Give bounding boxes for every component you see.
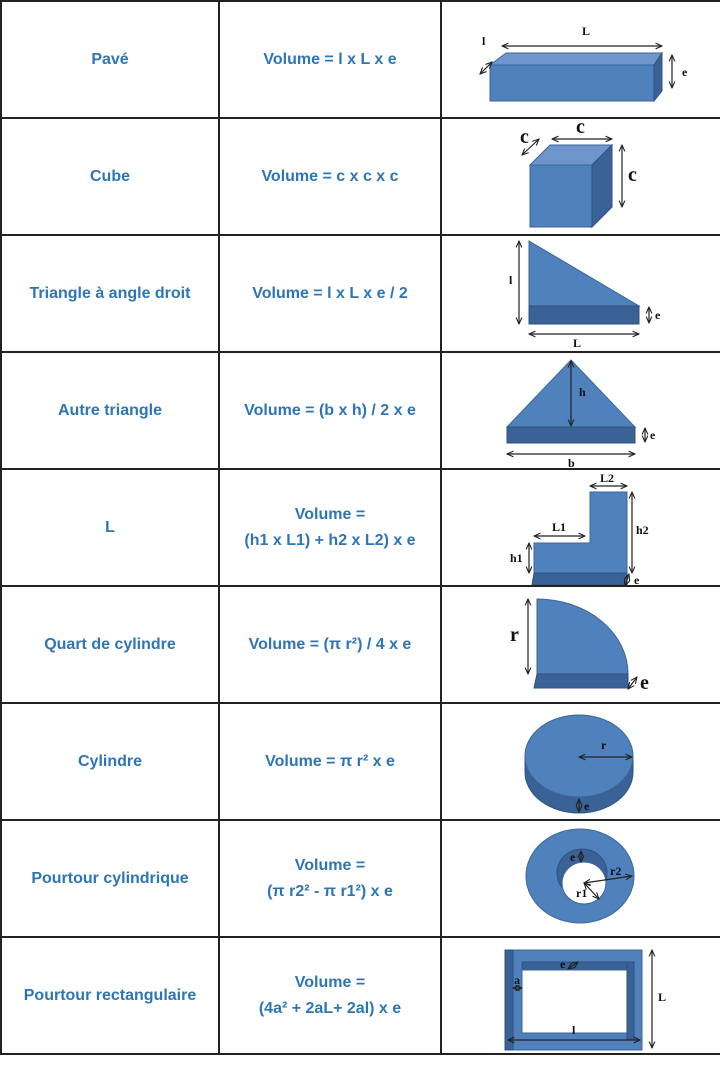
shape-name: Cylindre [1, 703, 219, 820]
formula-line: Volume = l x L x e / 2 [252, 284, 408, 302]
right-triangle-diagram [442, 236, 720, 351]
shape-diagram [441, 586, 720, 703]
formula-line: Volume = l x L x e [263, 50, 397, 68]
table-row [1, 703, 720, 820]
dimension-label: e [640, 672, 649, 694]
shape-face [537, 599, 628, 674]
shape-name: Triangle à angle droit [1, 235, 219, 352]
dimension-label: L [658, 990, 667, 1004]
cylindrical-ring-diagram [442, 821, 720, 936]
dimension-label: e [570, 850, 576, 864]
dimension-label: L1 [552, 520, 567, 534]
l-shape-diagram [442, 470, 720, 585]
formula-line: Volume = (b x h) / 2 x e [244, 401, 416, 419]
shape-diagram [441, 703, 720, 820]
formula [219, 703, 441, 820]
dimension-label: l [572, 1023, 576, 1037]
shape-name: L [1, 469, 219, 586]
shape-face [490, 53, 662, 65]
dimension-label: h [579, 385, 586, 399]
formula [219, 469, 441, 586]
formula-line: Volume = [294, 505, 366, 523]
formula-line: Volume = [294, 856, 366, 874]
shape-face [490, 65, 654, 101]
shape-face [529, 241, 639, 306]
dimension-label: h2 [636, 523, 649, 537]
shape-name: Quart de cylindre [1, 586, 219, 703]
formula [219, 235, 441, 352]
cylinder-diagram [442, 704, 720, 819]
dimension-label: L [582, 24, 591, 38]
table-row [1, 235, 720, 352]
formula [219, 820, 441, 937]
shape-face [507, 427, 635, 443]
table-row [1, 586, 720, 703]
shape-diagram [441, 820, 720, 937]
triangle-diagram [442, 353, 720, 468]
table-row [1, 469, 720, 586]
formula-line: Volume = [294, 973, 366, 991]
table-row [1, 937, 720, 1054]
shape-name: Pavé [1, 1, 219, 118]
dimension-label: L2 [600, 471, 615, 485]
formula-line: (π r2² - π r1²) x e [267, 882, 393, 900]
table-row [1, 352, 720, 469]
rectangular-ring-diagram [442, 938, 720, 1053]
dimension-label: l [482, 34, 486, 48]
dimension-label: r2 [610, 864, 622, 878]
shape-face [525, 715, 633, 797]
formula-line: Volume = c x c x c [261, 167, 399, 185]
shape-face [505, 950, 513, 1050]
dimension-label: c [576, 119, 585, 138]
shape-face [529, 306, 639, 324]
formula [219, 937, 441, 1054]
shape-name: Autre triangle [1, 352, 219, 469]
table-row [1, 118, 720, 235]
pave-diagram [442, 2, 720, 117]
formula-line: (h1 x L1) + h2 x L2) x e [244, 531, 416, 549]
shape-face [522, 962, 627, 970]
shape-diagram [441, 118, 720, 235]
dimension-label: e [682, 65, 688, 79]
dimension-label: e [560, 957, 566, 971]
shape-face [534, 492, 627, 573]
dimension-label: e [655, 308, 661, 322]
dimension-label: b [568, 456, 575, 468]
shape-diagram [441, 1, 720, 118]
formula-line: Volume = (π r²) / 4 x e [248, 635, 412, 653]
dimension-label: h1 [510, 551, 523, 565]
dimension-label: c [520, 126, 529, 148]
dimension-label: L [573, 336, 582, 350]
shape-face [532, 573, 627, 585]
shape-diagram [441, 469, 720, 586]
dimension-label: r [601, 738, 607, 752]
shape-name: Cube [1, 118, 219, 235]
table-row [1, 820, 720, 937]
dimension-label: c [628, 164, 637, 186]
formula [219, 118, 441, 235]
quarter-cylinder-diagram [442, 587, 720, 702]
dimension-label: r [510, 624, 519, 646]
shape-name: Pourtour rectangulaire [1, 937, 219, 1054]
dimension-label: l [509, 273, 513, 287]
dimension-label: e [584, 799, 590, 813]
cube-diagram [442, 119, 720, 234]
shape-diagram [441, 352, 720, 469]
shape-face [530, 165, 592, 227]
shape-face [627, 962, 634, 1040]
dimension-label: r1 [576, 886, 588, 900]
shape-diagram [441, 937, 720, 1054]
dimension-arrow [628, 677, 637, 689]
shape-diagram [441, 235, 720, 352]
dimension-label: e [634, 573, 640, 585]
shape-face [534, 674, 628, 688]
formula-line: (4a² + 2aL+ 2al) x e [258, 999, 402, 1017]
formula-line: Volume = π r² x e [265, 752, 395, 770]
shape-name: Pourtour cylindrique [1, 820, 219, 937]
dimension-label: a [514, 973, 520, 987]
dimension-label: e [650, 428, 656, 442]
formula [219, 352, 441, 469]
formula [219, 586, 441, 703]
